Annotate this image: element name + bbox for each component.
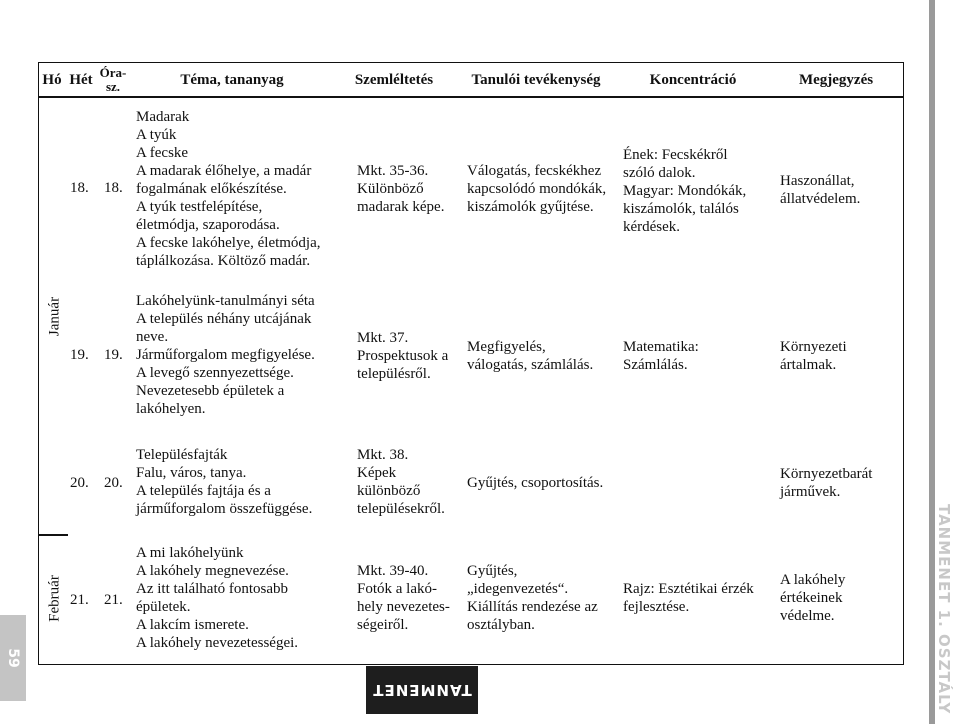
month-divider	[38, 534, 68, 536]
row-1-illustration: Mkt. 35-36. Különböző madarak képe.	[357, 163, 445, 215]
row-2-student-activity: Megfigyelés, válogatás, számlálás.	[467, 339, 594, 373]
row-4-student-activity: Gyűjtés, „idegenvezetés“. Kiállítás rendezése az osztályban.	[467, 563, 598, 633]
row-3-topic: Településfajták Falu, város, tanya. A település fajtája és a járműforgalom összefüggése.	[136, 447, 313, 517]
bottom-banner-text: TANMENET	[372, 681, 472, 699]
row-4-concentration: Rajz: Esztétikai érzék fejlesztése.	[623, 581, 754, 615]
row-3-student-activity: Gyűjtés, csoportosítás.	[467, 475, 604, 491]
month-label-february: Február	[46, 575, 63, 622]
row-4-topic: A mi lakóhelyünk A lakóhely megnevezése. Az itt található fontosabb épületek. A lakcím ismerete. A lakóhely nevezetességei.	[136, 545, 299, 651]
row-4-illustration: Mkt. 39-40. Fotók a lakó- hely nevezetes- ségeiről.	[357, 563, 450, 633]
header-week: Hét	[69, 72, 93, 88]
row-1-notes: Haszonállat, állatvédelem.	[780, 173, 861, 207]
row-1-week: 18.	[70, 180, 89, 196]
bottom-banner	[366, 666, 478, 714]
header-illustration: Szemléltetés	[354, 72, 434, 88]
header-student-activity: Tanulói tevékenység	[471, 72, 601, 88]
row-2-notes: Környezeti ártalmak.	[780, 339, 847, 373]
row-3-lesson: 20.	[104, 475, 123, 491]
header-notes: Megjegyzés	[798, 72, 874, 88]
row-2-topic: Lakóhelyünk-tanulmányi séta A település néhány utcájának neve. Járműforgalom megfigyelése. A levegő szennyezettsége. Nevezetesebb épületek a lakóhelyen.	[136, 293, 315, 417]
row-1-concentration: Ének: Fecskékről szóló dalok. Magyar: Mondókák, kiszámolók, találós kérdések.	[623, 147, 747, 235]
row-1-topic: Madarak A tyúk A fecske A madarak élőhelye, a madár fogalmának előkészítése. A tyúk testfelépítése, életmódja, szaporodása. A fecske lakóhelye, életmódja, táplálkozása. Költöző madár.	[136, 109, 321, 269]
row-1-lesson: 18.	[104, 180, 123, 196]
row-1-student-activity: Válogatás, fecskékhez kapcsolódó mondókák, kiszámolók gyűjtése.	[467, 163, 607, 215]
month-label-january: Január	[46, 296, 63, 337]
row-2-week: 19.	[70, 347, 89, 363]
row-3-illustration: Mkt. 38. Képek különböző településekről.	[357, 447, 445, 517]
row-4-lesson: 21.	[104, 592, 123, 608]
header-divider	[38, 96, 904, 98]
page-number-tab	[0, 615, 26, 701]
page-number: 59	[5, 648, 21, 668]
row-3-week: 20.	[70, 475, 89, 491]
header-concentration: Koncentráció	[649, 72, 737, 88]
row-2-concentration: Matematika: Számlálás.	[623, 339, 699, 373]
row-2-illustration: Mkt. 37. Prospektusok a településről.	[357, 330, 449, 382]
row-2-lesson: 19.	[104, 347, 123, 363]
row-4-notes: A lakóhely értékeinek védelme.	[780, 572, 846, 624]
row-4-week: 21.	[70, 592, 89, 608]
header-lesson-count: Óra- sz.	[99, 65, 127, 94]
side-running-label: TANMENET 1. OSZTÁLY	[935, 504, 953, 715]
header-topic: Téma, tananyag	[180, 72, 284, 88]
row-3-notes: Környezetbarát járművek.	[780, 466, 873, 500]
header-month: Hó	[42, 72, 62, 88]
